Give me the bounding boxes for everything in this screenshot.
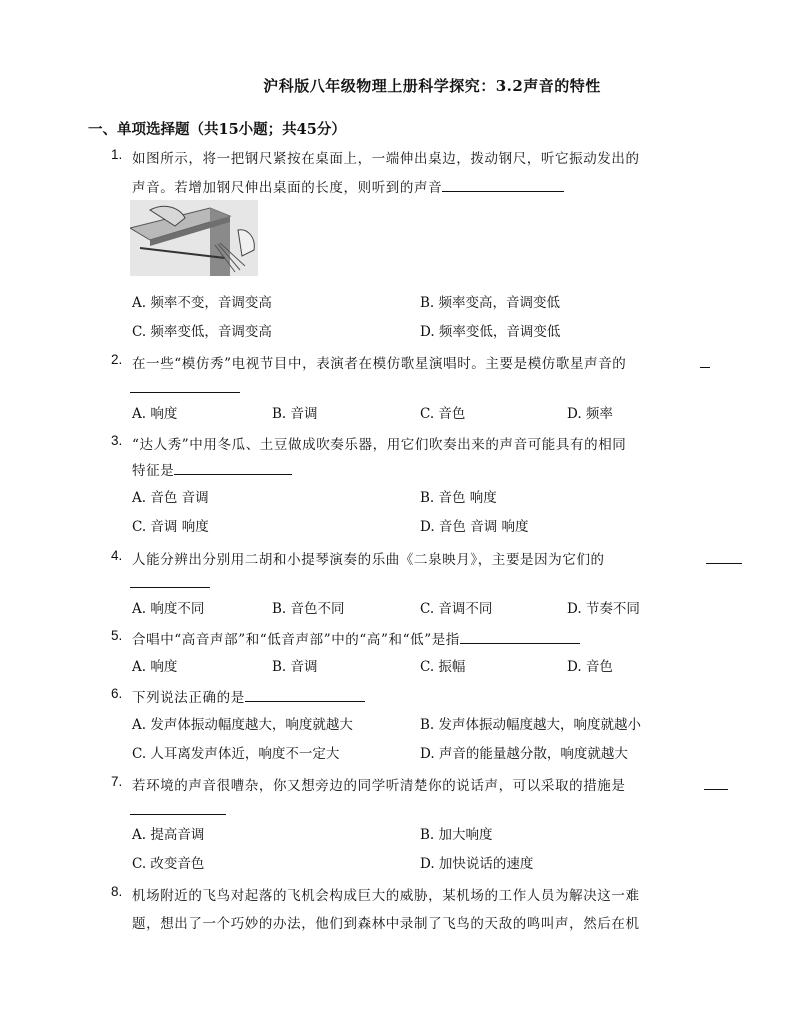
option-a[interactable]: A. 响度不同 [132, 601, 205, 617]
option-a[interactable]: A. 频率不变，音调变高 [132, 295, 272, 311]
question-text: 特征是 [132, 459, 292, 479]
answer-blank[interactable] [704, 775, 728, 790]
answer-blank[interactable] [174, 460, 292, 475]
option-d[interactable]: D. 音色 音调 响度 [420, 519, 529, 535]
answer-blank[interactable] [700, 353, 710, 368]
question-number: 1. [111, 147, 123, 162]
question-text: 合唱中“高音声部”和“低音声部”中的“高”和“低”是指 [132, 628, 580, 648]
question-number: 8. [111, 884, 123, 899]
question-text: 声音。若增加钢尺伸出桌面的长度，则听到的声音 [132, 176, 564, 196]
question-text: 人能分辨出分别用二胡和小提琴演奏的乐曲《二泉映月》，主要是因为它们的 [132, 552, 605, 568]
option-b[interactable]: B. 音色不同 [272, 601, 345, 617]
option-d[interactable]: D. 频率 [567, 406, 613, 422]
question-text: 机场附近的飞鸟对起落的飞机会构成巨大的威胁，某机场的工作人员为解决这一难 [132, 888, 640, 904]
option-b[interactable]: B. 发声体振动幅度越大，响度就越小 [420, 717, 642, 733]
question-text: 题，想出了一个巧妙的办法，他们到森林中录制了飞鸟的天敌的鸣叫声，然后在机 [132, 916, 640, 932]
answer-blank[interactable] [245, 687, 365, 702]
option-d[interactable]: D. 节奏不同 [567, 601, 640, 617]
option-b[interactable]: B. 频率变高，音调变低 [420, 295, 561, 311]
option-b[interactable]: B. 加大响度 [420, 827, 493, 843]
option-b[interactable]: B. 音色 响度 [420, 490, 497, 506]
option-c[interactable]: C. 音调 响度 [132, 519, 209, 535]
question-number: 5. [111, 628, 123, 643]
question-text: 如图所示，将一把钢尺紧按在桌面上，一端伸出桌边，拨动钢尺，听它振动发出的 [132, 151, 640, 167]
answer-blank[interactable] [706, 549, 742, 564]
question-text: 若环境的声音很嘈杂，你又想旁边的同学听清楚你的说话声，可以采取的措施是 [132, 778, 626, 794]
option-c[interactable]: C. 人耳离发声体近，响度不一定大 [132, 746, 340, 762]
option-c[interactable]: C. 频率变低，音调变高 [132, 324, 272, 340]
answer-blank[interactable] [442, 177, 564, 192]
option-d[interactable]: D. 加快说话的速度 [420, 856, 534, 872]
option-c[interactable]: C. 音色 [420, 406, 466, 422]
question-number: 7. [111, 774, 123, 789]
ruler-on-desk-figure [130, 200, 258, 276]
option-c[interactable]: C. 音调不同 [420, 601, 493, 617]
answer-blank[interactable] [130, 378, 240, 393]
page-title: 沪科版八年级物理上册科学探究：3.2声音的特性 [263, 77, 601, 95]
question-number: 3. [111, 433, 123, 448]
option-a[interactable]: A. 发声体振动幅度越大，响度就越大 [132, 717, 353, 733]
option-d[interactable]: D. 音色 [567, 659, 613, 675]
question-text: 在一些“模仿秀”电视节目中，表演者在模仿歌星演唱时。主要是模仿歌星声音的 [132, 356, 627, 372]
option-a[interactable]: A. 响度 [132, 406, 178, 422]
option-a[interactable]: A. 音色 音调 [132, 490, 209, 506]
option-b[interactable]: B. 音调 [272, 406, 318, 422]
question-number: 2. [111, 352, 123, 367]
question-text: 下列说法正确的是 [132, 686, 365, 706]
option-d[interactable]: D. 声音的能量越分散，响度就越大 [420, 746, 628, 762]
option-a[interactable]: A. 响度 [132, 659, 178, 675]
question-number: 4. [111, 548, 123, 563]
option-a[interactable]: A. 提高音调 [132, 827, 205, 843]
answer-blank[interactable] [460, 629, 580, 644]
answer-blank[interactable] [130, 800, 226, 815]
option-c[interactable]: C. 振幅 [420, 659, 466, 675]
option-d[interactable]: D. 频率变低，音调变低 [420, 324, 561, 340]
question-number: 6. [111, 686, 123, 701]
answer-blank[interactable] [130, 573, 210, 588]
question-text: “达人秀”中用冬瓜、土豆做成吹奏乐器，用它们吹奏出来的声音可能具有的相同 [132, 437, 627, 453]
option-c[interactable]: C. 改变音色 [132, 856, 205, 872]
option-b[interactable]: B. 音调 [272, 659, 318, 675]
section-heading: 一、单项选择题（共15小题；共45分） [88, 121, 346, 138]
